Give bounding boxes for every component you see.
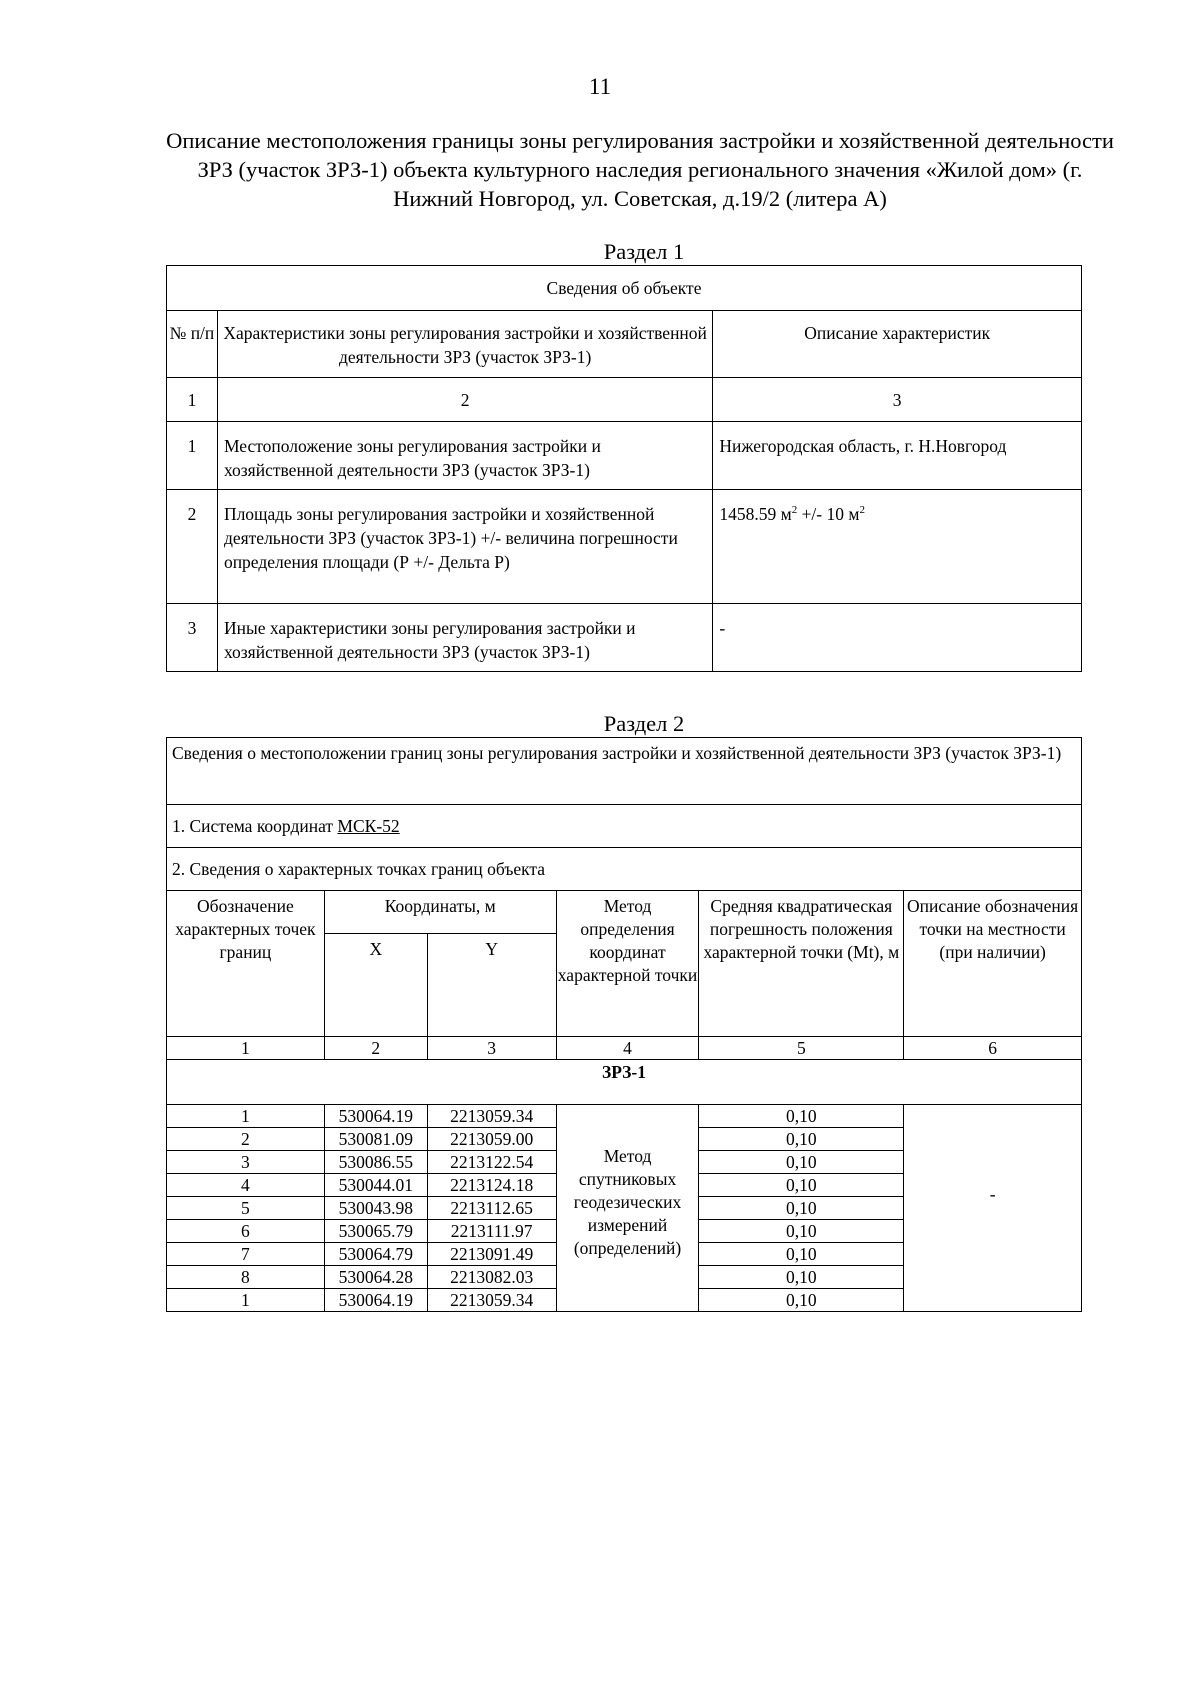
point-y: 2213112.65 — [427, 1197, 556, 1220]
point-y: 2213091.49 — [427, 1243, 556, 1266]
header-description: Описание характеристик — [713, 311, 1082, 378]
point-x: 530064.19 — [324, 1289, 427, 1312]
point-id: 1 — [167, 1105, 325, 1128]
point-mt: 0,10 — [699, 1220, 904, 1243]
col-number: 3 — [713, 378, 1082, 422]
point-x: 530064.28 — [324, 1266, 427, 1289]
section2-table — [166, 737, 1082, 1312]
point-x: 530064.19 — [324, 1105, 427, 1128]
header-characteristic: Характеристики зоны регулирования застройки и хозяйственной деятельности ЗРЗ (участок ЗРЗ-1) — [217, 311, 712, 378]
method-value: Метод спутниковых геодезических измерений (определений) — [556, 1105, 699, 1312]
header-accuracy: Средняя квадратическая погрешность положения характерной точки (Mt), м — [699, 891, 904, 1037]
section2-caption: Сведения о местоположении границ зоны регулирования застройки и хозяйственной деятельности ЗРЗ (участок ЗРЗ-1) — [167, 738, 1082, 805]
document-title: Описание местоположения границы зоны регулирования застройки и хозяйственной деятельности ЗРЗ (участок ЗРЗ-1) объекта культурного наследия регионального значения «Жилой дом» (г. Нижний Новгород, ул. Советская, д.19/2 (литера А) — [166, 128, 1114, 211]
point-mt: 0,10 — [699, 1105, 904, 1128]
header-x: X — [324, 934, 427, 1037]
point-y: 2213122.54 — [427, 1151, 556, 1174]
row-characteristic: Местоположение зоны регулирования застройки и хозяйственной деятельности ЗРЗ (участок ЗРЗ-1) — [217, 422, 712, 490]
header-coordinates: Координаты, м — [324, 891, 556, 934]
header-method: Метод определения координат характерной точки — [556, 891, 699, 1037]
col-number: 2 — [324, 1037, 427, 1060]
area-tolerance: +/- 10 м — [797, 504, 860, 524]
point-x: 530081.09 — [324, 1128, 427, 1151]
row-value — [713, 490, 1082, 604]
point-mt: 0,10 — [699, 1151, 904, 1174]
point-mt: 0,10 — [699, 1289, 904, 1312]
page-number: 11 — [588, 74, 612, 99]
header-num: № п/п — [167, 311, 218, 378]
row-num: 3 — [167, 604, 218, 672]
point-mt: 0,10 — [699, 1243, 904, 1266]
point-mt: 0,10 — [699, 1174, 904, 1197]
point-mt: 0,10 — [699, 1128, 904, 1151]
row-num: 2 — [167, 490, 218, 604]
row-characteristic: Иные характеристики зоны регулирования застройки и хозяйственной деятельности ЗРЗ (участок ЗРЗ-1) — [217, 604, 712, 672]
point-x: 530065.79 — [324, 1220, 427, 1243]
point-x: 530064.79 — [324, 1243, 427, 1266]
tolerance-unit-exponent: 2 — [859, 504, 865, 516]
point-id: 8 — [167, 1266, 325, 1289]
header-y: Y — [427, 934, 556, 1037]
point-x: 530043.98 — [324, 1197, 427, 1220]
header-description: Описание обозначения точки на местности (при наличии) — [904, 891, 1082, 1037]
point-mt: 0,10 — [699, 1197, 904, 1220]
col-number: 2 — [217, 378, 712, 422]
point-x: 530044.01 — [324, 1174, 427, 1197]
point-y: 2213059.00 — [427, 1128, 556, 1151]
point-id: 2 — [167, 1128, 325, 1151]
description-value: - — [904, 1105, 1082, 1312]
col-number: 3 — [427, 1037, 556, 1060]
point-id: 5 — [167, 1197, 325, 1220]
coord-system-value: МСК-52 — [337, 815, 400, 836]
row-num: 1 — [167, 422, 218, 490]
point-y: 2213059.34 — [427, 1105, 556, 1128]
point-y: 2213124.18 — [427, 1174, 556, 1197]
point-mt: 0,10 — [699, 1266, 904, 1289]
header-designation: Обозначение характерных точек границ — [167, 891, 325, 1037]
coordinate-system — [167, 805, 1082, 848]
point-id: 7 — [167, 1243, 325, 1266]
col-number: 5 — [699, 1037, 904, 1060]
row-value: Нижегородская область, г. Н.Новгород — [713, 422, 1082, 490]
point-id: 3 — [167, 1151, 325, 1174]
point-id: 1 — [167, 1289, 325, 1312]
area-value: 1458.59 м — [719, 504, 792, 524]
points-caption: 2. Сведения о характерных точках границ объекта — [167, 848, 1082, 891]
col-number: 4 — [556, 1037, 699, 1060]
col-number: 1 — [167, 1037, 325, 1060]
section1-label: Раздел 1 — [603, 239, 685, 264]
zone-label: ЗРЗ-1 — [167, 1060, 1082, 1105]
area-unit-exponent: 2 — [791, 504, 798, 516]
col-number: 6 — [904, 1037, 1082, 1060]
point-id: 4 — [167, 1174, 325, 1197]
point-y: 2213111.97 — [427, 1220, 556, 1243]
row-characteristic: Площадь зоны регулирования застройки и хозяйственной деятельности ЗРЗ (участок ЗРЗ-1) +/- величина погрешности определения площади (Р +/- Дельта Р) — [217, 490, 712, 604]
point-x: 530086.55 — [324, 1151, 427, 1174]
section1-table — [166, 265, 1082, 672]
section1-caption: Сведения об объекте — [167, 266, 1082, 311]
point-y: 2213082.03 — [427, 1266, 556, 1289]
row-value: - — [713, 604, 1082, 672]
point-id: 6 — [167, 1220, 325, 1243]
col-number: 1 — [167, 378, 218, 422]
point-y: 2213059.34 — [427, 1289, 556, 1312]
coord-system-label: 1. Система координат — [172, 815, 338, 836]
section2-label: Раздел 2 — [603, 711, 685, 736]
